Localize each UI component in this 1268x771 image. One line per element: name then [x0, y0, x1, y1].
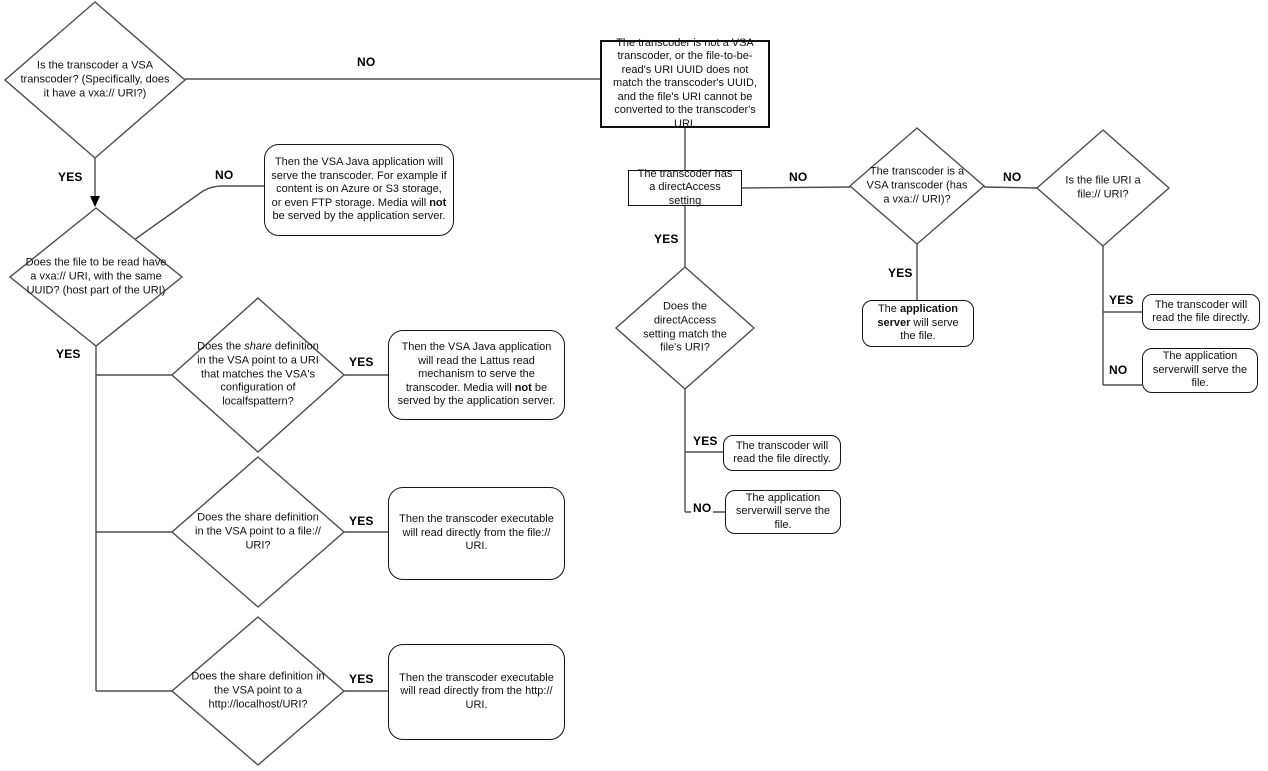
result-read-http-uri-directly: Then the transcoder executable will read directly from the http:// URI. [388, 644, 565, 740]
result-transcoder-reads-directly: The transcoder will read the file directly. [723, 435, 841, 471]
edge-label-yes: YES [349, 514, 374, 528]
edge-label-no: NO [215, 168, 234, 182]
edge-label-no: NO [1003, 170, 1022, 184]
edge-label-no: NO [357, 55, 376, 69]
edge-label-yes: YES [349, 672, 374, 686]
state-transcoder-has-directaccess: The transcoder has a directAccess setting [628, 170, 742, 206]
result-vsa-java-serves-transcoder: Then the VSA Java application will serve the transcoder. For example if content is on Azure or S3 storage, or even FTP storage. Media will not be served by the application server. [264, 144, 454, 236]
result-app-server-serves-file-bold: The application server will serve the file. [862, 300, 974, 347]
edge-label-yes: YES [56, 347, 81, 361]
edge-label-yes: YES [888, 266, 913, 280]
result-app-server-serves-file-2: The application serverwill serve the file. [1142, 348, 1258, 393]
result-lattus-read-mechanism: Then the VSA Java application will read the Lattus read mechanism to serve the transcoder. Media will not be served by the application server. [388, 330, 565, 420]
result-app-server-serves-file: The application serverwill serve the file. [725, 490, 841, 534]
decision-share-matches-localfspattern: Does the share definition in the VSA point to a URI that matches the VSA's configuration of localfspattern? [197, 340, 319, 408]
result-not-vsa-transcoder: The transcoder is not a VSA transcoder, or the file-to-be-read's URI UUID does not match the transcoder's UUID, and the file's URI cannot be converted to the transcoder's URI. [600, 40, 770, 128]
result-transcoder-reads-directly-2: The transcoder will read the file directly. [1142, 294, 1260, 330]
result-read-file-uri-directly: Then the transcoder executable will read directly from the file:// URI. [388, 487, 565, 580]
decision-share-points-localhost-uri: Does the share definition in the VSA point to a http://localhost/URI? [191, 670, 325, 710]
decision-transcoder-is-vsa: The transcoder is a VSA transcoder (has a vxa:// URI)? [866, 165, 968, 205]
edge-label-yes: YES [1109, 293, 1134, 307]
edge-label-no: NO [789, 170, 808, 184]
decision-share-points-file-uri: Does the share definition in the VSA point to a file:// URI? [195, 511, 321, 551]
edge-label-no: NO [693, 501, 712, 515]
edge-label-yes: YES [654, 232, 679, 246]
edge-label-yes: YES [693, 434, 718, 448]
decision-file-uri-is-file-scheme: Is the file URI a file:// URI? [1065, 174, 1141, 200]
decision-file-has-vxa-uri: Does the file to be read have a vxa:// URI, with the same UUID? (host part of the URI) [25, 256, 167, 296]
edge-label-yes: YES [58, 170, 83, 184]
arrowhead [90, 196, 100, 207]
edge-label-yes: YES [349, 355, 374, 369]
decision-directaccess-matches: Does the directAccess setting match the file's URI? [643, 300, 727, 354]
edge-label-no: NO [1109, 363, 1128, 377]
decision-is-transcoder-vsa: Is the transcoder a VSA transcoder? (Specifically, does it have a vxa:// URI?) [20, 59, 170, 99]
